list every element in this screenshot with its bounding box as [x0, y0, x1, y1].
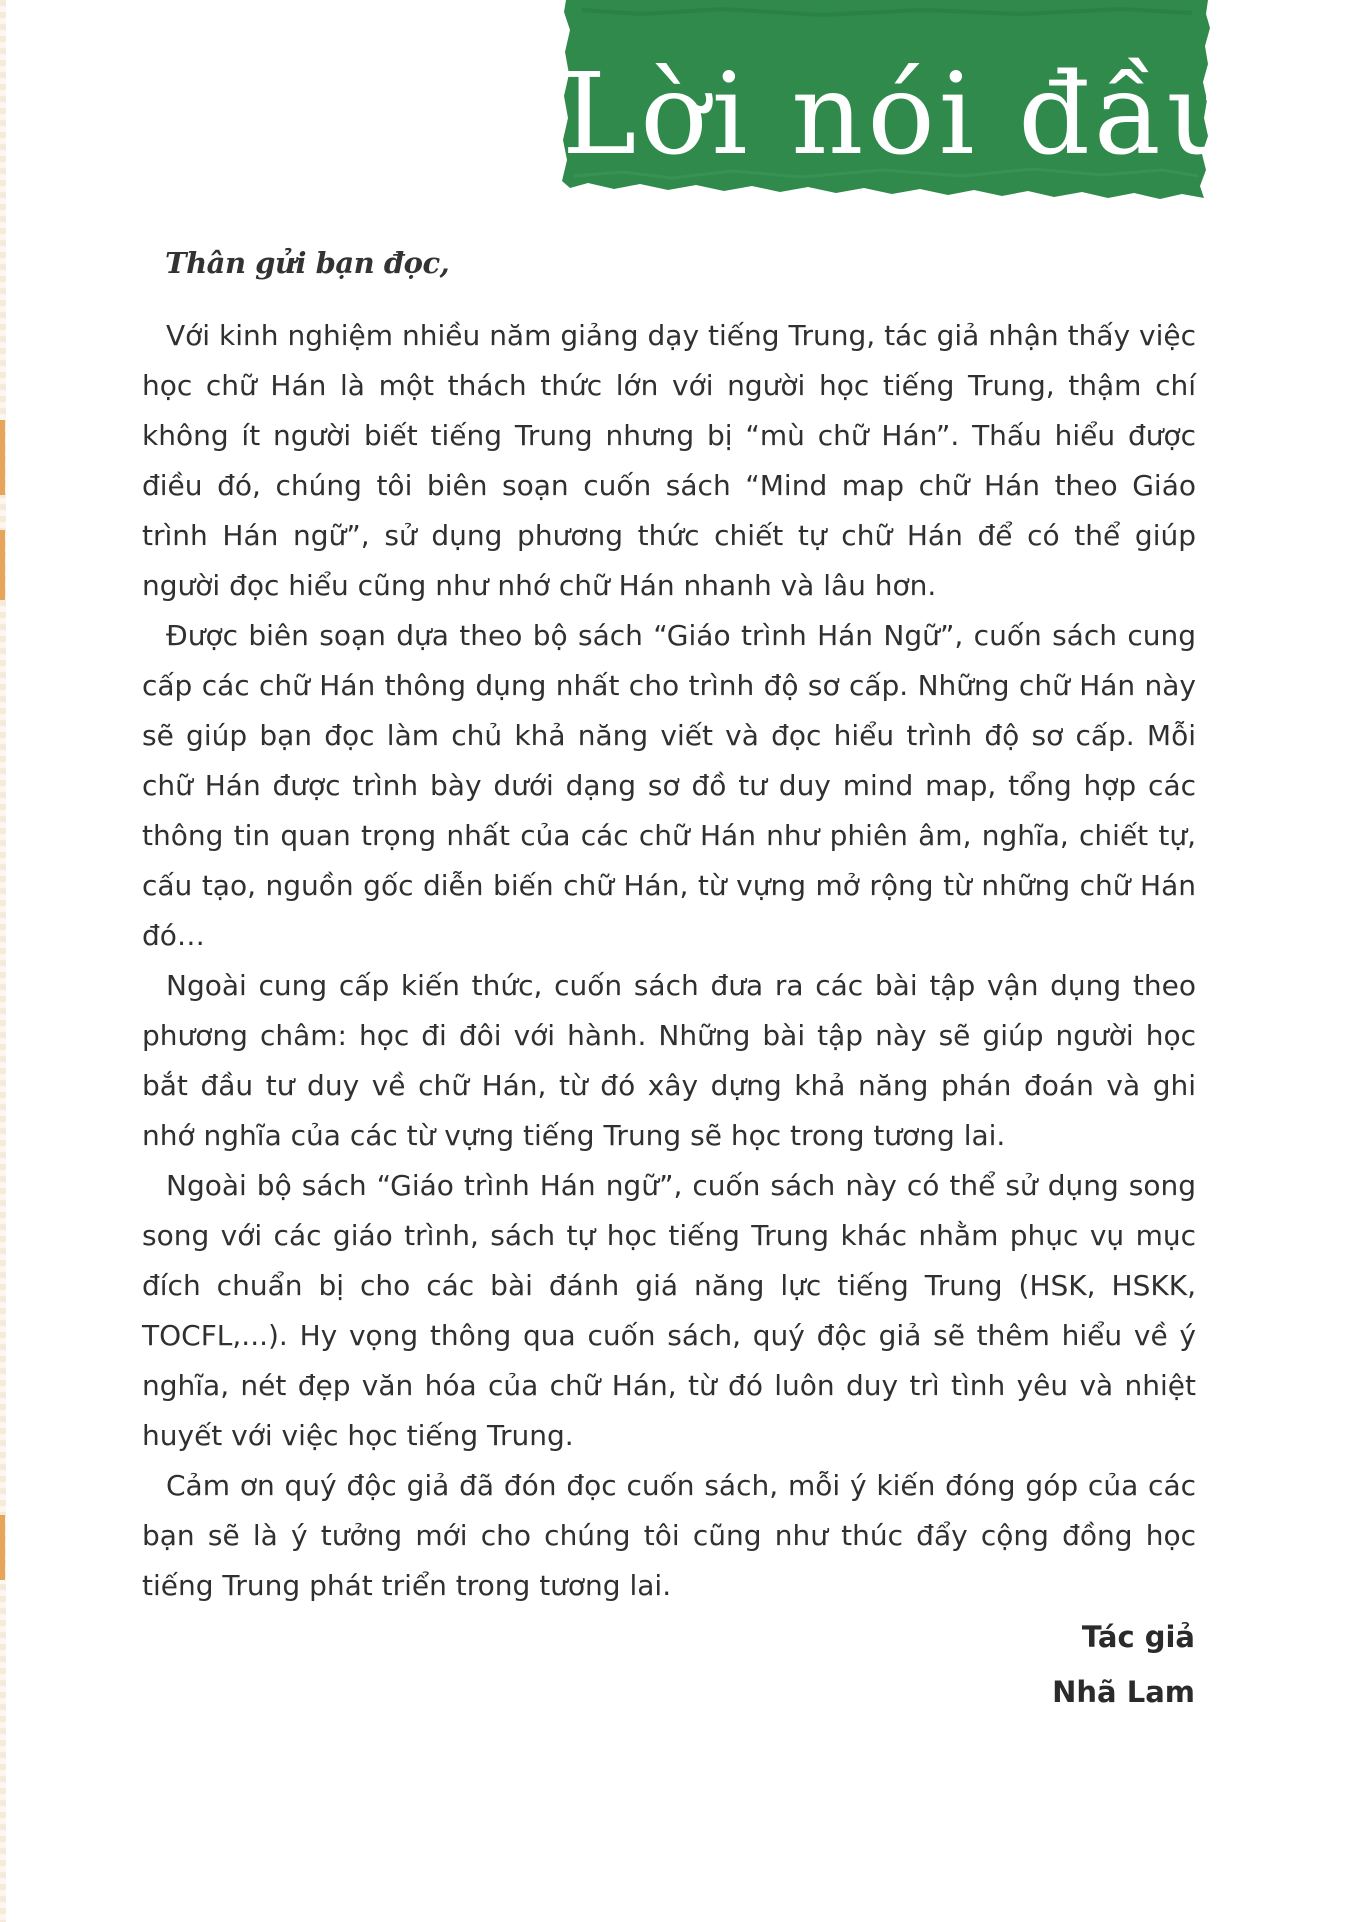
signature-block	[1052, 1610, 1195, 1720]
paragraph: Ngoài bộ sách “Giáo trình Hán ngữ”, cuốn sách này có thể sử dụng song song với các giáo trình, sách tự học tiếng Trung khác nhằm phục vụ mục đích chuẩn bị cho các bài đánh giá năng lực tiếng Trung (HSK, HSKK, TOCFL,...). Hy vọng thông qua cuốn sách, quý độc giả sẽ thêm hiểu về ý nghĩa, nét đẹp văn hóa của chữ Hán, từ đó luôn duy trì tình yêu và nhiệt huyết với việc học tiếng Trung.	[142, 1169, 1196, 1452]
title-banner	[562, 0, 1243, 202]
paragraph: Cảm ơn quý độc giả đã đón đọc cuốn sách, mỗi ý kiến đóng góp của các bạn sẽ là ý tưởng mới cho chúng tôi cũng như thúc đẩy cộng đồng học tiếng Trung phát triển trong tương lai.	[142, 1469, 1196, 1602]
edge-tab	[0, 1515, 5, 1580]
page-left-edge	[0, 0, 6, 1922]
paragraph: Với kinh nghiệm nhiều năm giảng dạy tiếng Trung, tác giả nhận thấy việc học chữ Hán là một thách thức lớn với người học tiếng Trung, thậm chí không ít người biết tiếng Trung nhưng bị “mù chữ Hán”. Thấu hiểu được điều đó, chúng tôi biên soạn cuốn sách “Mind map chữ Hán theo Giáo trình Hán ngữ”, sử dụng phương thức chiết tự chữ Hán để có thể giúp người đọc hiểu cũng như nhớ chữ Hán nhanh và lâu hơn.	[142, 319, 1196, 602]
edge-tab	[0, 530, 5, 600]
paragraph: Được biên soạn dựa theo bộ sách “Giáo trình Hán Ngữ”, cuốn sách cung cấp các chữ Hán thông dụng nhất cho trình độ sơ cấp. Những chữ Hán này sẽ giúp bạn đọc làm chủ khả năng viết và đọc hiểu trình độ sơ cấp. Mỗi chữ Hán được trình bày dưới dạng sơ đồ tư duy mind map, tổng hợp các thông tin quan trọng nhất của các chữ Hán như phiên âm, nghĩa, chiết tự, cấu tạo, nguồn gốc diễn biến chữ Hán, từ vựng mở rộng từ những chữ Hán đó…	[142, 619, 1196, 952]
salutation: Thân gửi bạn đọc,	[165, 246, 450, 280]
edge-tab	[0, 420, 5, 495]
letter-body	[142, 311, 1196, 1611]
signature-role: Tác giả	[1081, 1620, 1195, 1654]
paragraph: Ngoài cung cấp kiến thức, cuốn sách đưa ra các bài tập vận dụng theo phương châm: học đi đôi với hành. Những bài tập này sẽ giúp người học bắt đầu tư duy về chữ Hán, từ đó xây dựng khả năng phán đoán và ghi nhớ nghĩa của các từ vựng tiếng Trung sẽ học trong tương lai.	[142, 969, 1196, 1152]
signature-name: Nhã Lam	[1052, 1675, 1195, 1709]
page-title: Lời nói đầu	[562, 50, 1243, 180]
